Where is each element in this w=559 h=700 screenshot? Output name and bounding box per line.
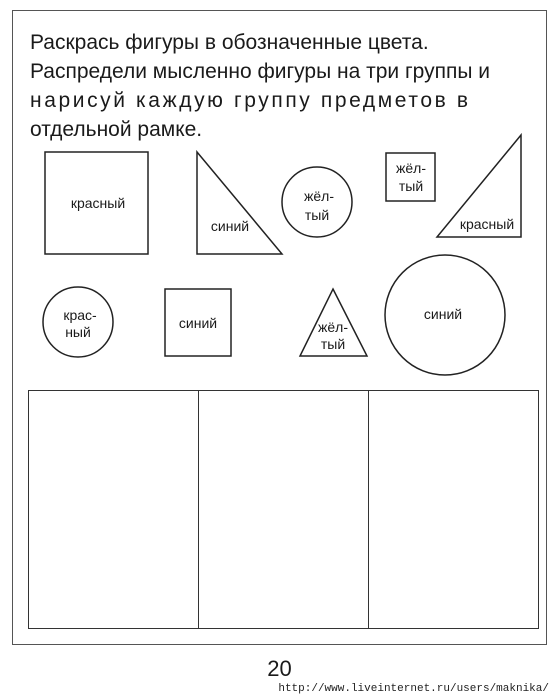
shape-label: тый bbox=[320, 336, 346, 352]
blue-triangle-shape bbox=[197, 152, 282, 254]
shape-label: тый bbox=[304, 207, 330, 223]
group-frame-1[interactable] bbox=[29, 391, 199, 628]
group-frames bbox=[28, 390, 539, 629]
shape-labels bbox=[63, 160, 514, 352]
shape-label: крас- bbox=[63, 307, 97, 323]
shape-label: жёл- bbox=[396, 160, 426, 176]
source-watermark: http://www.liveinternet.ru/users/maknika/ bbox=[278, 683, 549, 695]
instruction-line-1: Раскрась фигуры в обозначенные цвета. bbox=[30, 31, 429, 54]
page-number: 20 bbox=[267, 656, 292, 681]
shape-label: тый bbox=[398, 178, 424, 194]
shape-label: красный bbox=[459, 216, 515, 232]
shape-label: жёл- bbox=[304, 188, 334, 204]
group-frame-3[interactable] bbox=[369, 391, 538, 628]
shape-label: ный bbox=[65, 324, 91, 340]
instruction-line-4: отдельной рамке. bbox=[30, 118, 203, 141]
instruction-line-3: нарисуй каждую группу предметов в bbox=[30, 89, 471, 112]
group-frame-2[interactable] bbox=[199, 391, 369, 628]
shape-label: синий bbox=[210, 218, 250, 234]
shape-label: синий bbox=[423, 306, 463, 322]
shape-label: жёл- bbox=[318, 319, 348, 335]
instruction-line-2: Распредели мысленно фигуры на три группы и bbox=[30, 60, 491, 83]
shape-label: красный bbox=[70, 195, 126, 211]
shape-label: синий bbox=[178, 315, 218, 331]
